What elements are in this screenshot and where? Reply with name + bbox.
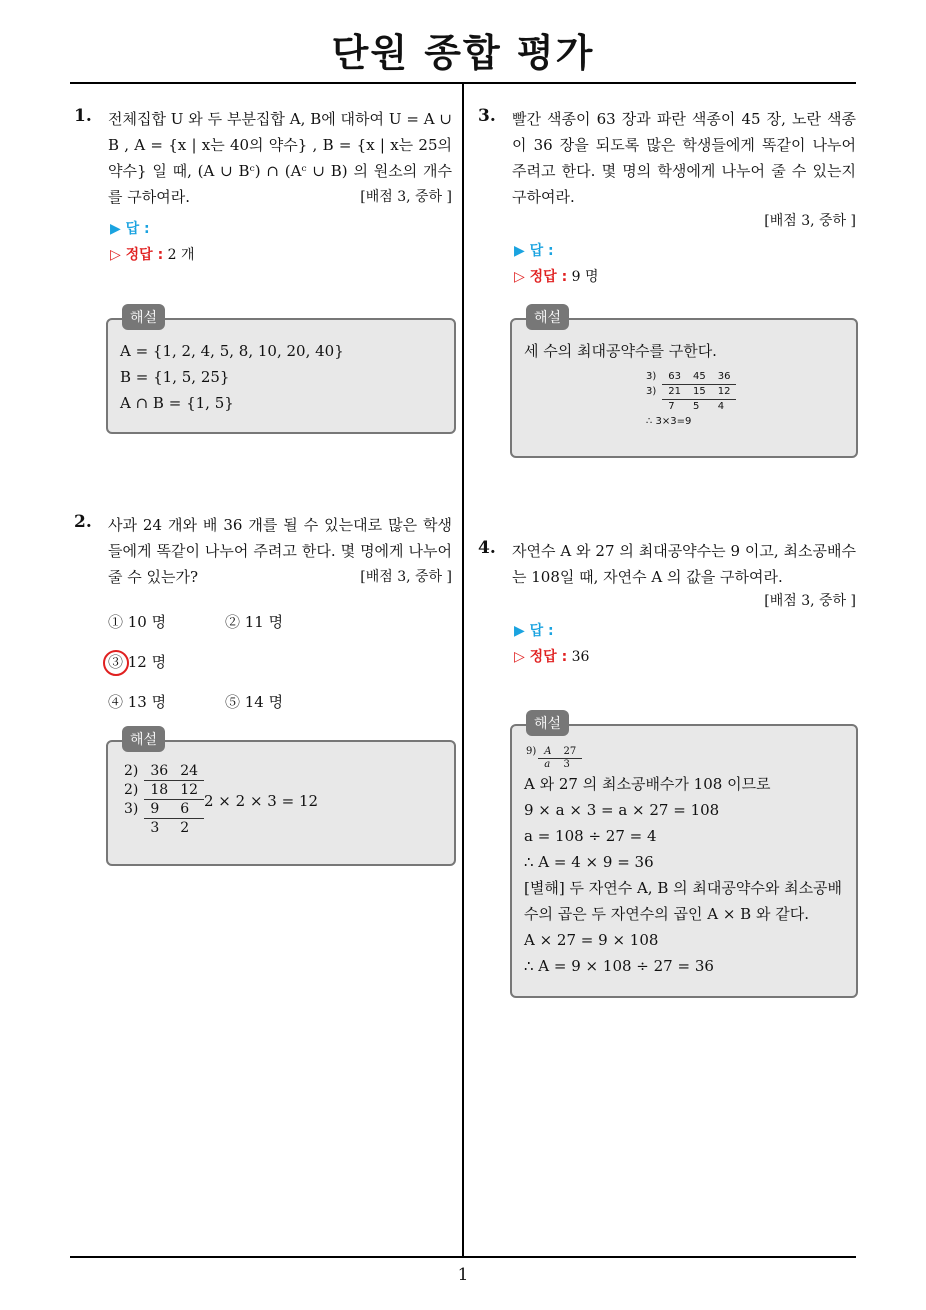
solution-line: ∴ A = 9 × 108 ÷ 27 = 36 xyxy=(524,957,714,975)
question-number: 3. xyxy=(478,106,496,126)
cell: 45 xyxy=(687,370,712,385)
choice-2[interactable]: ② 11 명 xyxy=(225,613,284,631)
correct-label: ▷ 정답 : xyxy=(514,269,568,285)
divisor: 3) xyxy=(646,386,657,397)
score-label: [배점 3, 중하 ] xyxy=(360,569,452,585)
answer-row xyxy=(110,216,452,242)
cell: 12 xyxy=(712,385,737,400)
solution-line: [별해] 두 자연수 A, B 의 최대공약수와 최소공배수의 곱은 두 자연수의 곱인 A × B 와 같다. xyxy=(524,879,843,923)
question-number: 2. xyxy=(74,512,92,532)
cell: 7 xyxy=(668,401,675,412)
choice-1[interactable]: ① 10 명 xyxy=(108,613,167,631)
cell: 5 xyxy=(693,401,700,412)
divisor: 2) xyxy=(124,763,139,780)
choice-list xyxy=(108,602,452,722)
correct-answer-row xyxy=(514,644,856,670)
solution-text: 세 수의 최대공약수를 구한다. xyxy=(524,342,717,360)
solution-box-4 xyxy=(510,716,858,998)
cell: 12 xyxy=(174,781,204,800)
page-title: 단원 종합 평가 xyxy=(331,31,595,75)
solution-tag: 해설 xyxy=(526,304,569,330)
solution-line: A = {1, 2, 4, 5, 8, 10, 20, 40} xyxy=(120,342,344,360)
solution-tag: 해설 xyxy=(122,726,165,752)
divisor: 3) xyxy=(646,371,657,383)
divisor: 3) xyxy=(124,801,139,817)
selected-circle-icon xyxy=(103,650,129,676)
answer-row xyxy=(514,618,856,644)
score-label: [배점 3, 중하 ] xyxy=(764,213,856,229)
question-number: 4. xyxy=(478,538,496,558)
correct-answer-row xyxy=(514,264,856,290)
question-text: 전체집합 U 와 두 부분집합 A, B에 대하여 U = A ∪ B , A = {x | x는 40의 약수} , B = {x | x는 25의 약수} 일 때, (A ∪ Bᶜ) ∩ (Aᶜ ∪ B) 의 원소의 개수를 구하여라. xyxy=(108,110,452,206)
cell: A xyxy=(538,746,557,759)
divisor xyxy=(524,759,538,772)
question-text: 자연수 A 와 27 의 최대공약수는 9 이고, 최소공배수는 108일 때, 자연수 A 의 값을 구하여라. xyxy=(512,542,856,586)
question-text: 빨간 색종이 63 장과 파란 색종이 45 장, 노란 색종이 36 장을 되도록 많은 학생들에게 똑같이 나누어 주려고 한다. 몇 명의 학생에게 나누어 줄 수 있는지 구하여라. xyxy=(512,110,856,206)
cell: 36 xyxy=(144,762,174,781)
choice-3-label: ③ 12 명 xyxy=(108,653,167,671)
division-table xyxy=(118,762,204,837)
division-result: 2 × 2 × 3 = 12 xyxy=(204,792,319,810)
page-number: 1 xyxy=(457,1265,469,1285)
cell: 4 xyxy=(717,401,725,412)
correct-label: ▷ 정답 : xyxy=(110,247,164,263)
cell: 3 xyxy=(150,820,160,836)
correct-value: 9 명 xyxy=(571,269,599,285)
question-text: 사과 24 개와 배 36 개를 될 수 있는대로 많은 학생들에게 똑같이 나누어 주려고 한다. 몇 명에게 나누어 줄 수 있는가? xyxy=(108,516,452,586)
question-number: 1. xyxy=(74,106,92,126)
therefore-line: ∴ 3×3=9 xyxy=(646,416,692,427)
solution-box-3 xyxy=(510,310,858,458)
solution-tag: 해설 xyxy=(526,710,569,736)
correct-value: 2 개 xyxy=(167,247,195,263)
question-1 xyxy=(74,106,452,268)
solution-line: A ∩ B = {1, 5} xyxy=(120,394,234,412)
answer-label: ▶ 답 : xyxy=(514,243,554,259)
score-label: [배점 3, 중하 ] xyxy=(764,593,856,609)
choice-4[interactable]: ④ 13 명 xyxy=(108,693,167,711)
cell: 9 xyxy=(144,800,174,819)
solution-tag: 해설 xyxy=(122,304,165,330)
choice-5[interactable]: ⑤ 14 명 xyxy=(225,693,284,711)
divisor xyxy=(118,819,144,838)
column-divider xyxy=(462,82,464,1258)
divisor xyxy=(640,400,662,415)
cell: 27 xyxy=(558,746,583,759)
division-table xyxy=(640,370,736,414)
cell: 36 xyxy=(712,370,737,385)
cell: 24 xyxy=(174,762,204,781)
answer-label: ▶ 답 : xyxy=(110,221,150,237)
question-3 xyxy=(478,106,856,290)
solution-line: 9 × a × 3 = a × 27 = 108 xyxy=(524,801,720,819)
solution-box-1 xyxy=(106,310,456,434)
score-label: [배점 3, 중하 ] xyxy=(360,189,452,205)
solution-line: A 와 27 의 최소공배수가 108 이므로 xyxy=(524,775,771,793)
cell: 63 xyxy=(662,370,687,385)
correct-value: 36 xyxy=(571,649,590,665)
solution-box-2 xyxy=(106,732,456,866)
cell: a xyxy=(544,759,551,770)
cell: 21 xyxy=(662,385,687,400)
question-2 xyxy=(74,512,452,722)
divisor: 9) xyxy=(526,746,537,758)
answer-row xyxy=(514,238,856,264)
answer-label: ▶ 답 : xyxy=(514,623,554,639)
bottom-rule xyxy=(70,1256,856,1258)
solution-line: B = {1, 5, 25} xyxy=(120,368,230,386)
divisor: 2) xyxy=(124,782,139,798)
choice-3[interactable] xyxy=(108,642,225,682)
solution-line: A × 27 = 9 × 108 xyxy=(524,931,659,949)
cell: 18 xyxy=(144,781,174,800)
cell: 15 xyxy=(687,385,712,400)
solution-line: ∴ A = 4 × 9 = 36 xyxy=(524,853,654,871)
cell: 3 xyxy=(563,759,570,770)
cell: 6 xyxy=(174,800,204,819)
solution-line: a = 108 ÷ 27 = 4 xyxy=(524,827,657,845)
question-4 xyxy=(478,538,856,670)
division-table xyxy=(524,746,582,771)
correct-label: ▷ 정답 : xyxy=(514,649,568,665)
correct-answer-row xyxy=(110,242,452,268)
cell: 2 xyxy=(180,820,190,836)
